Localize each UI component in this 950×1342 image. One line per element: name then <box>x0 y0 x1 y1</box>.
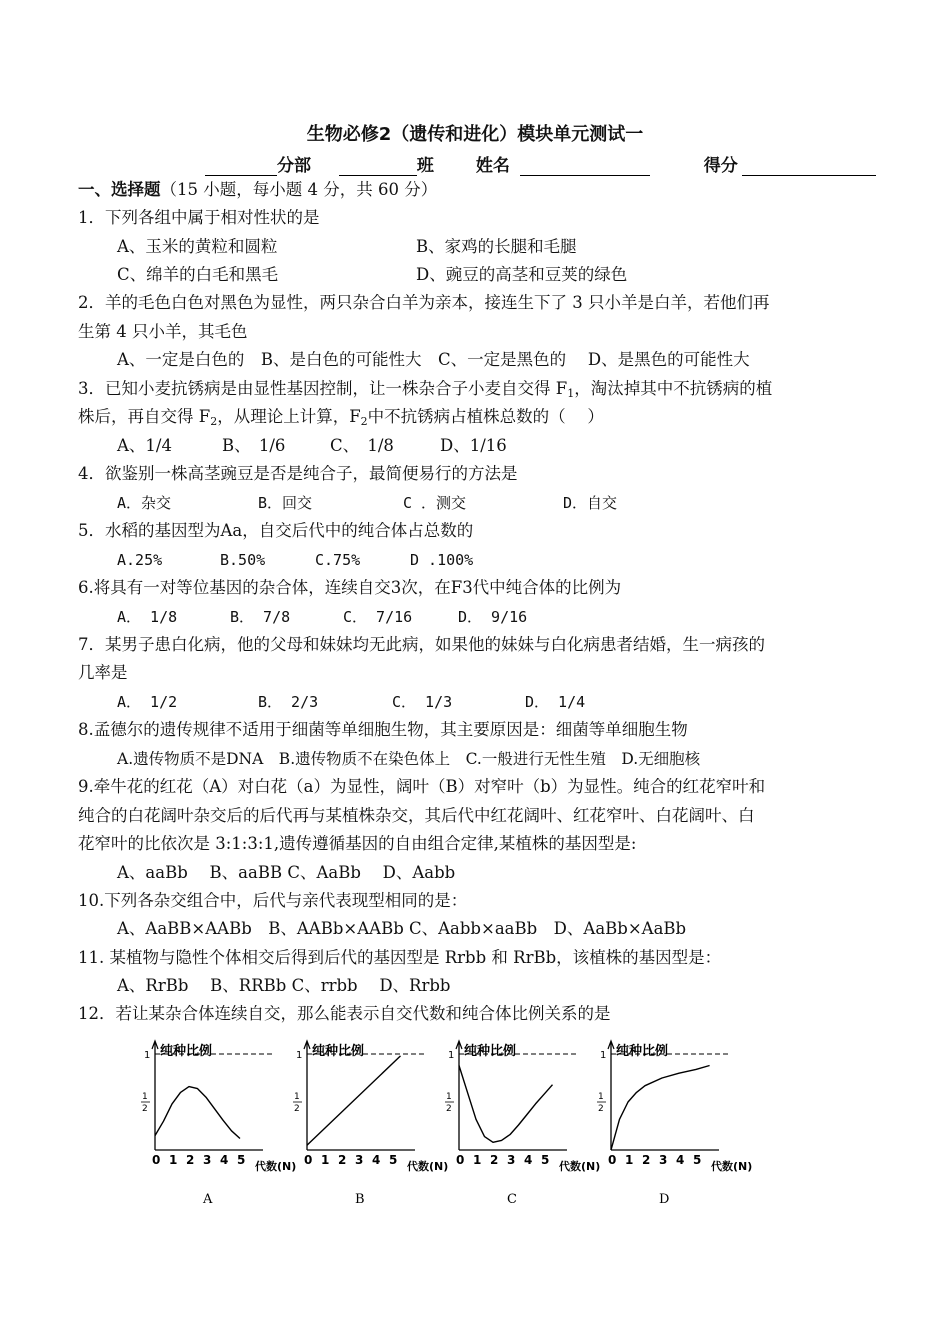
q3-text: ，淘汰掉其中不抗锈病的植 <box>574 379 773 398</box>
q5-option-d[interactable]: D .100% <box>410 551 474 569</box>
y-tick-label: 2 <box>446 1104 452 1114</box>
question-2-stem-line2: 生第 4 只小羊，其毛色 <box>78 322 248 341</box>
y-axis-label: 纯种比例 <box>160 1044 213 1059</box>
x-tick-label: 4 <box>524 1153 533 1167</box>
section-title: 一、选择题 <box>78 180 161 199</box>
question-9-stem-line1: 9.牵牛花的红花（A）对白花（a）为显性，阔叶（B）对窄叶（b）为显性。纯合的红花窄叶和 <box>78 777 766 796</box>
y-tick-label: 1 <box>296 1050 303 1061</box>
q3-option-b[interactable]: B、 1/6 <box>222 436 286 455</box>
x-tick-label: 2 <box>186 1153 195 1167</box>
q5-option-a[interactable]: A.25% <box>117 551 163 569</box>
dept-blank[interactable] <box>205 157 277 176</box>
series-line-D <box>611 1066 710 1151</box>
question-7-stem-line1: 7．某男子患白化病，他的父母和妹妹均无此病，如果他的妹妹与白化病患者结婚，生一病孩的 <box>78 635 765 654</box>
q3-subscript: 2 <box>210 415 218 428</box>
q3-option-c[interactable]: C、 1/8 <box>330 436 394 455</box>
q9-options[interactable]: A、aaBb B、aaBB C、AaBb D、Aabb <box>117 863 456 882</box>
q1-option-c[interactable]: C、绵羊的白毛和黑毛 <box>117 265 279 284</box>
question-10-stem: 10.下列各杂交组合中，后代与亲代表现型相同的是： <box>78 891 468 910</box>
q3-text: 中不抗锈病占植株总数的（ ） <box>367 407 604 426</box>
q6-option-a[interactable]: A． 1/8 <box>117 608 178 626</box>
q12-graphs <box>140 1035 760 1215</box>
x-tick-label: 5 <box>541 1153 550 1167</box>
q3-option-a[interactable]: A、1/4 <box>117 436 172 455</box>
q1-option-a[interactable]: A、玉米的黄粒和圆粒 <box>117 237 278 256</box>
class-label: 班 <box>416 156 434 176</box>
question-6-stem: 6.将具有一对等位基因的杂合体，连续自交3次，在F3代中纯合体的比例为 <box>78 578 622 597</box>
question-4-stem: 4．欲鉴别一株高茎豌豆是否是纯合子，最简便易行的方法是 <box>78 464 518 483</box>
q7-option-c[interactable]: C． 1/3 <box>392 693 453 711</box>
q10-options[interactable]: A、AaBB×AABb B、AABb×AABb C、Aabb×aaBb D、AaBb×AaBb <box>117 919 687 938</box>
x-tick-label: 1 <box>473 1153 482 1167</box>
q4-option-c[interactable]: C ．测交 <box>403 494 467 512</box>
x-tick-label: 4 <box>676 1153 685 1167</box>
panel-label: D <box>659 1192 670 1207</box>
dept-label: 分部 <box>277 156 311 176</box>
x-tick-label: 5 <box>693 1153 702 1167</box>
series-line-C <box>459 1066 553 1143</box>
question-7-stem-line2: 几率是 <box>78 663 128 682</box>
panel-label: C <box>507 1192 517 1207</box>
q1-option-d[interactable]: D、豌豆的高茎和豆荚的绿色 <box>416 265 628 284</box>
y-tick-label: 1 <box>448 1050 455 1061</box>
question-1-stem: 1．下列各组中属于相对性状的是 <box>78 208 320 227</box>
y-axis-label: 纯种比例 <box>616 1044 669 1059</box>
question-12-stem: 12．若让某杂合体连续自交，那么能表示自交代数和纯合体比例关系的是 <box>78 1004 611 1023</box>
series-line-A <box>155 1087 240 1139</box>
x-tick-label: 3 <box>203 1153 212 1167</box>
x-axis-label: 代数(N) <box>407 1160 449 1173</box>
page-title: 生物必修2（遗传和进化）模块单元测试一 <box>306 124 644 145</box>
x-tick-label: 1 <box>169 1153 178 1167</box>
y-tick-label: 2 <box>294 1104 300 1114</box>
q5-option-b[interactable]: B.50% <box>220 551 266 569</box>
y-tick-label: 1 <box>142 1092 148 1102</box>
y-tick-label: 1 <box>294 1092 300 1102</box>
q6-option-b[interactable]: B． 7/8 <box>230 608 291 626</box>
q7-option-a[interactable]: A． 1/2 <box>117 693 178 711</box>
x-tick-label: 0 <box>456 1153 465 1167</box>
q3-text: ，从理论上计算，F <box>217 407 361 426</box>
x-tick-label: 2 <box>642 1153 651 1167</box>
name-blank[interactable] <box>520 157 650 176</box>
x-tick-label: 0 <box>608 1153 617 1167</box>
y-tick-label: 1 <box>144 1050 151 1061</box>
x-tick-label: 1 <box>625 1153 634 1167</box>
x-axis-label: 代数(N) <box>559 1160 601 1173</box>
question-9-stem-line2: 纯合的白花阔叶杂交后的后代再与某植株杂交，其后代中红花阔叶、红花窄叶、白花阔叶、白 <box>78 806 755 825</box>
class-blank[interactable] <box>339 157 417 176</box>
question-8-stem: 8.孟德尔的遗传规律不适用于细菌等单细胞生物，其主要原因是：细菌等单细胞生物 <box>78 720 688 739</box>
x-tick-label: 0 <box>152 1153 161 1167</box>
question-11-stem: 11. 某植物与隐性个体相交后得到后代的基因型是 Rrbb 和 RrBb，该植株的基因型是： <box>78 948 722 967</box>
x-axis-label: 代数(N) <box>711 1160 753 1173</box>
q3-text: 3．已知小麦抗锈病是由显性基因控制，让一株杂合子小麦自交得 F <box>78 379 568 398</box>
panel-label: A <box>203 1192 213 1207</box>
question-2-stem-line1: 2．羊的毛色白色对黑色为显性，两只杂合白羊为亲本，接连生下了 3 只小羊是白羊，若他们再 <box>78 293 770 312</box>
section-heading <box>78 179 437 201</box>
x-tick-label: 4 <box>372 1153 381 1167</box>
q7-option-d[interactable]: D． 1/4 <box>525 693 586 711</box>
q6-option-c[interactable]: C． 7/16 <box>343 608 413 626</box>
y-tick-label: 1 <box>446 1092 452 1102</box>
q3-text: 株后，再自交得 F <box>78 407 211 426</box>
y-axis-label: 纯种比例 <box>312 1044 365 1059</box>
question-9-stem-line3: 花窄叶的比依次是 3:1:3:1,遗传遵循基因的自由组合定律,某植株的基因型是: <box>78 834 637 853</box>
q4-option-b[interactable]: B．回交 <box>258 494 313 512</box>
y-tick-label: 2 <box>598 1104 604 1114</box>
x-tick-label: 4 <box>220 1153 229 1167</box>
x-tick-label: 0 <box>304 1153 313 1167</box>
score-blank[interactable] <box>742 157 876 176</box>
q6-option-d[interactable]: D． 9/16 <box>458 608 528 626</box>
q4-option-d[interactable]: D．自交 <box>563 494 618 512</box>
q3-subscript: 2 <box>360 415 368 428</box>
x-tick-label: 3 <box>659 1153 668 1167</box>
x-tick-label: 5 <box>237 1153 246 1167</box>
x-tick-label: 3 <box>355 1153 364 1167</box>
x-tick-label: 1 <box>321 1153 330 1167</box>
q11-options[interactable]: A、RrBb B、RRBb C、rrbb D、Rrbb <box>117 976 451 995</box>
q5-option-c[interactable]: C.75% <box>315 551 361 569</box>
y-tick-label: 1 <box>600 1050 607 1061</box>
question-5-stem: 5．水稻的基因型为Aa，自交后代中的纯合体占总数的 <box>78 521 474 540</box>
student-info-line <box>205 151 895 176</box>
q1-option-b[interactable]: B、家鸡的长腿和毛腿 <box>416 237 577 256</box>
q2-options[interactable]: A、一定是白色的 B、是白色的可能性大 C、一定是黑色的 D、是黑色的可能性大 <box>117 350 750 369</box>
y-tick-label: 2 <box>142 1104 148 1114</box>
x-tick-label: 2 <box>490 1153 499 1167</box>
series-line-B <box>307 1056 401 1145</box>
section-note: （15 小题，每小题 4 分，共 60 分） <box>160 180 438 199</box>
x-axis-label: 代数(N) <box>255 1160 297 1173</box>
name-label: 姓名 <box>475 156 510 176</box>
x-tick-label: 3 <box>507 1153 516 1167</box>
q3-option-d[interactable]: D、1/16 <box>440 436 507 455</box>
question-3-stem-line2 <box>78 406 604 433</box>
y-tick-label: 1 <box>598 1092 604 1102</box>
x-tick-label: 5 <box>389 1153 398 1167</box>
q3-subscript: 1 <box>567 387 575 400</box>
q7-option-b[interactable]: B． 2/3 <box>258 693 319 711</box>
q4-option-a[interactable]: A．杂交 <box>117 494 172 512</box>
score-label: 得分 <box>703 156 738 176</box>
x-tick-label: 2 <box>338 1153 347 1167</box>
y-axis-label: 纯种比例 <box>464 1044 517 1059</box>
q8-options[interactable]: A.遗传物质不是DNA B.遗传物质不在染色体上 C.一般进行无性生殖 D.无细胞核 <box>117 750 701 768</box>
panel-label: B <box>355 1192 365 1207</box>
question-3-stem-line1 <box>78 378 772 405</box>
